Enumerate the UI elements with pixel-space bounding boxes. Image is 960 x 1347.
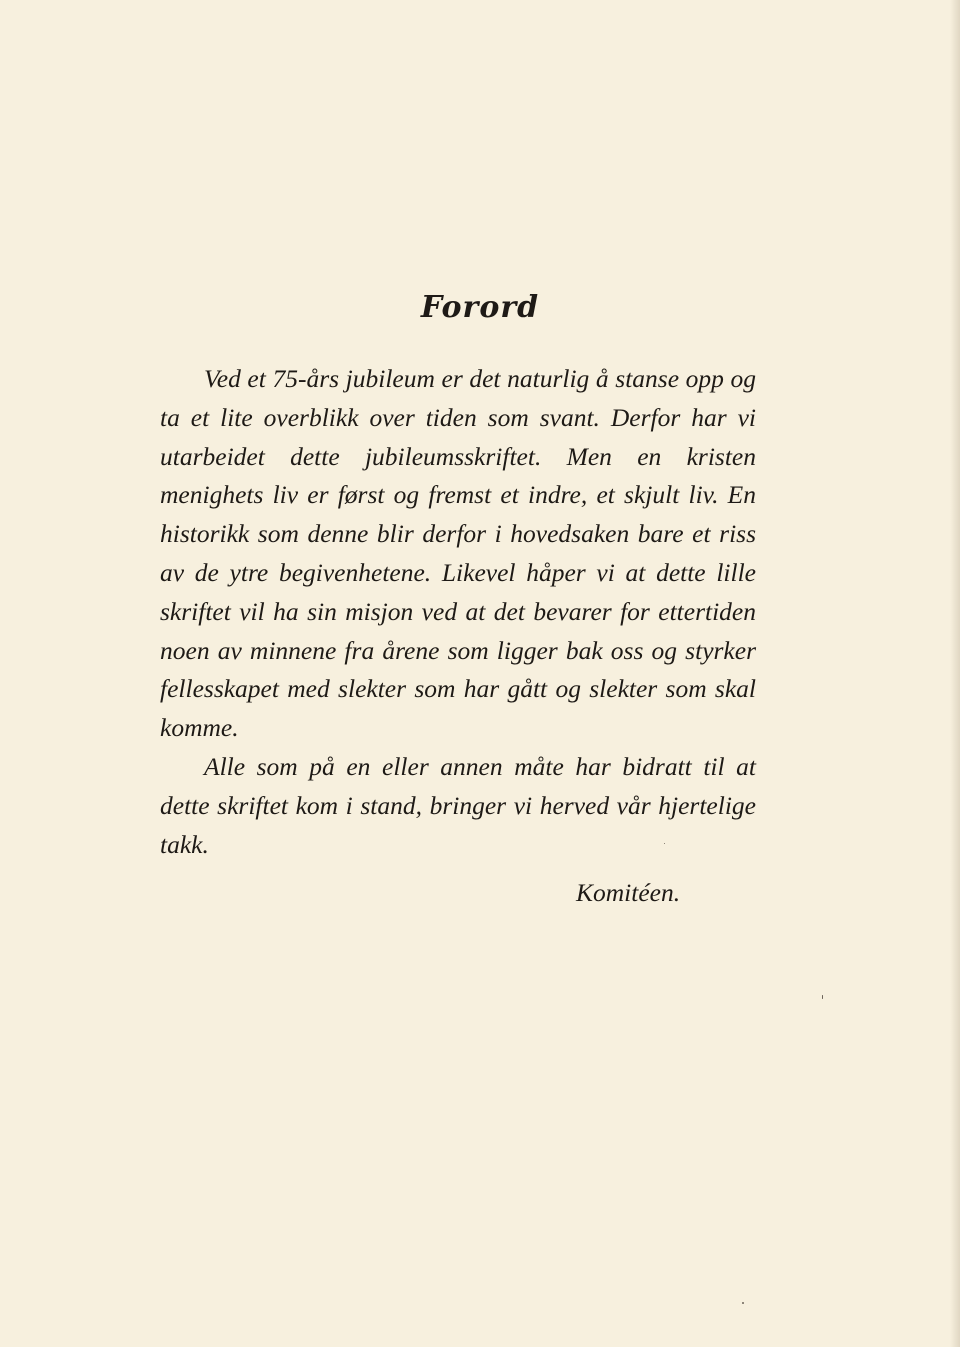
paper-speck [664, 843, 665, 844]
body-text [160, 360, 756, 864]
page-title: Forord [420, 290, 540, 325]
paper-speck [822, 995, 823, 999]
paragraph-intro: Ved et 75-års jubileum er det naturlig å stanse opp og ta et lite overblikk over tiden som svant. Derfor har vi utarbeidet dette jubileumsskriftet. Men en kristen menighets liv er først og fremst et indre, et skjult liv. En historikk som denne blir derfor i hovedsaken bare et riss av de ytre begivenhetene. Likevel håper vi at dette lille skriftet vil ha sin misjon ved at det bevarer for ettertiden noen av minnene fra årene som ligger bak oss og styrker fellesskapet med slekter som har gått og slekter som skal komme. [160, 364, 756, 743]
signature: Komitéen. [576, 878, 681, 907]
paper-speck [742, 1302, 744, 1304]
paragraph-thanks: Alle som på en eller annen måte har bidratt til at dette skriftet kom i stand, bringer vi herved vår hjertelige takk. [160, 751, 756, 859]
page-edge-shadow [950, 0, 960, 1347]
